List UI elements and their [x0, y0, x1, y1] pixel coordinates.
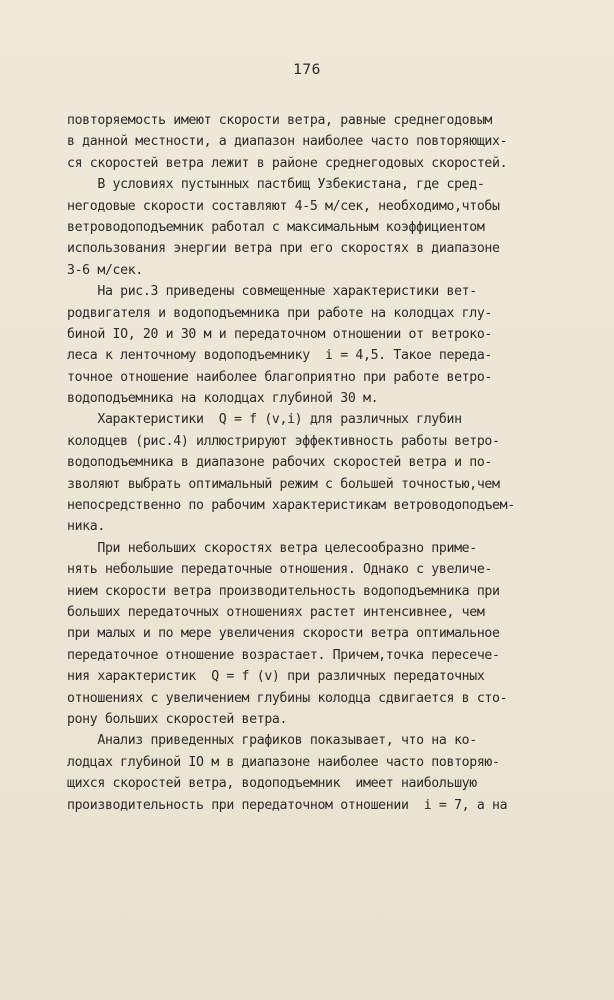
text-line: лодцах глубиной IO м в диапазоне наиболее часто повторяю-: [67, 754, 500, 770]
text-line: 3-6 м/сек.: [67, 262, 143, 278]
text-line: леса к ленточному водоподъемнику i = 4,5. Такое переда-: [67, 348, 493, 364]
text-line: На рис.3 приведены совмещенные характеристики вет-: [67, 284, 477, 300]
text-line: больших передаточных отношениях растет интенсивнее, чем: [67, 604, 485, 620]
text-line: водоподъемника на колодцах глубиной 30 м.: [67, 391, 379, 407]
text-line: точное отношение наиболее благоприятно при работе ветро-: [67, 369, 493, 385]
text-line: водоподъемника в диапазоне рабочих скоростей ветра и по-: [67, 455, 493, 471]
text-line: ния характеристик Q = f (v) при различных передаточных: [67, 669, 485, 685]
text-line: Характеристики Q = f (v,i) для различных глубин: [67, 412, 462, 428]
text-line: При небольших скоростях ветра целесообразно приме-: [67, 540, 477, 556]
text-line: нять небольшие передаточные отношения. Однако с увеличе-: [67, 562, 493, 578]
text-line: родвигателя и водоподъемника при работе на колодцах глу-: [67, 305, 493, 321]
text-line: негодовые скорости составляют 4-5 м/сек, необходимо,чтобы: [67, 198, 500, 214]
text-line: Анализ приведенных графиков показывает, что на ко-: [67, 733, 477, 749]
text-line: ся скоростей ветра лежит в районе среднегодовых скоростей.: [67, 155, 508, 171]
text-line: в данной местности, а диапазон наиболее часто повторяющих-: [67, 134, 508, 150]
page-number: 176: [293, 62, 321, 78]
text-line: использования энергии ветра при его скоростях в диапазоне: [67, 241, 500, 257]
text-line: биной IO, 20 и 30 м и передаточном отношении от ветроко-: [67, 326, 493, 342]
text-line: ветроводоподъемник работал с максимальным коэффициентом: [67, 219, 485, 235]
body-text: [67, 110, 597, 816]
text-line: непосредственно по рабочим характеристикам ветроводоподъем-: [67, 498, 515, 514]
text-line: щихся скоростей ветра, водоподъемник имеет наибольшую: [67, 776, 477, 792]
text-line: повторяемость имеют скорости ветра, равные среднегодовым: [67, 113, 493, 128]
text-line: колодцев (рис.4) иллюстрируют эффективность работы ветро-: [67, 433, 500, 449]
text-line: передаточное отношение возрастает. Причем,точка пересече-: [67, 647, 500, 663]
text-line: при малых и по мере увеличения скорости ветра оптимальное: [67, 626, 500, 642]
text-line: зволяют выбрать оптимальный режим с большей точностью,чем: [67, 476, 500, 492]
text-line: нием скорости ветра производительность водоподъемника при: [67, 583, 500, 599]
text-line: производительность при передаточном отношении i = 7, а на: [67, 797, 508, 813]
text-line: рону больших скоростей ветра.: [67, 711, 288, 727]
text-line: В условиях пустынных пастбищ Узбекистана, где сред-: [67, 177, 485, 193]
text-line: отношениях с увеличением глубины колодца сдвигается в сто-: [67, 690, 508, 706]
text-line: ника.: [67, 519, 105, 535]
